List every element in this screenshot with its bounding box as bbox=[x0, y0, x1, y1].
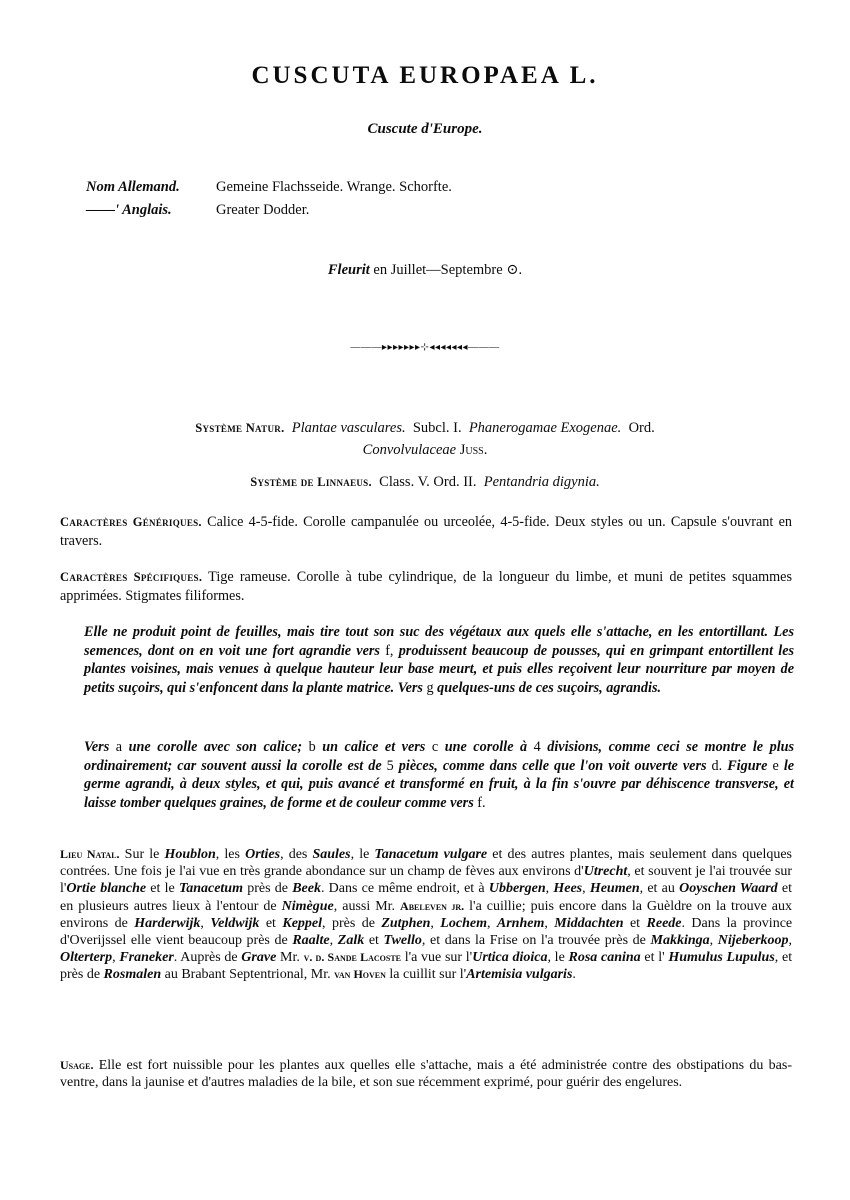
lieu-text: . bbox=[572, 967, 576, 983]
systeme-linnaeus-label: Système de Linnaeus. bbox=[250, 475, 372, 489]
name-german-label: Nom Allemand. bbox=[86, 179, 180, 195]
specifiques-label: Caractères Spécifiques. bbox=[60, 570, 203, 584]
place-nijeberkoop: Nijeberkoop bbox=[717, 933, 789, 949]
lieu-text: , bbox=[545, 881, 550, 897]
place-harderwijk: Harderwijk bbox=[134, 915, 201, 931]
pentandria-digynia: Pentandria digynia. bbox=[483, 474, 600, 490]
usage-text: Elle est fort nuissible pour les plantes aux quelles elle s'attache, mais a été administrée contre des obstipations du bas-ventre, dans la jaunise et d'autres maladies de la bile, et son sue récemment exprimé, pour guérir des engelures. bbox=[60, 1058, 793, 1091]
person-lacoste: v. d. Sande Lacoste bbox=[303, 950, 401, 965]
desc2-t5: pièces, comme dans celle que l'on voit ouverte vers bbox=[398, 757, 707, 774]
place-rosmalen: Rosmalen bbox=[103, 967, 162, 983]
plant-tanacetum-2: Tanacetum bbox=[178, 881, 243, 897]
lieu-text: . Dans la province d'Overijssel elle vient beaucoup près de bbox=[60, 915, 793, 949]
desc2-ref-b: b bbox=[308, 739, 316, 755]
name-german-row bbox=[86, 176, 452, 199]
generiques-text: Calice 4-5-fide. Corolle campanulée ou urceolée, 4-5-fide. Deux styles ou un. Capsule s'ouvrant en travers. bbox=[60, 514, 792, 549]
phanerogamae: Phanerogamae Exogenae. bbox=[468, 420, 622, 436]
place-raalte: Raalte bbox=[292, 933, 330, 949]
flowering-line bbox=[0, 262, 850, 279]
place-utrecht: Utrecht bbox=[583, 864, 628, 880]
desc2-num-5: 5 bbox=[386, 757, 394, 774]
desc1-part-b: produissent beaucoup de pousses, qui en grimpant entortillent les plantes voisines, mais venues à quelque hauteur leur base meurt, et puis elles reçoivent leur nourriture par moyen de petits suçoirs, qui s'enfoncent dans la plante matrice. Vers bbox=[84, 642, 795, 696]
page-title: CUSCUTA EUROPAEA L. bbox=[251, 62, 599, 89]
plant-rosa: Rosa canina bbox=[568, 950, 641, 966]
lieu-text: , et au bbox=[639, 881, 675, 897]
lieu-text: au Brabant Septentrional, Mr. bbox=[164, 967, 331, 983]
place-hees: Hees bbox=[553, 881, 583, 897]
name-english-row bbox=[86, 199, 452, 222]
desc2-t2: un calice et vers bbox=[322, 739, 426, 755]
lieu-text: , les bbox=[215, 847, 240, 862]
usage-label: Usage. bbox=[60, 1058, 94, 1072]
generiques-label: Caractères Génériques. bbox=[60, 515, 202, 529]
person-abeleven: Abeleven jr. bbox=[400, 898, 465, 913]
desc2-num-4: 4 bbox=[533, 739, 541, 755]
lieu-text: , et souvent je l'ai trouvée sur l' bbox=[60, 864, 792, 897]
systeme-natur bbox=[70, 417, 780, 461]
lieu-text: , bbox=[112, 950, 116, 966]
lieu-text: , des bbox=[280, 847, 308, 862]
lieu-text: , aussi Mr. bbox=[333, 898, 396, 914]
desc1-part-a: Elle ne produit point de feuilles, mais tire tout son suc des végétaux aux quels elle s'attache, en les entortillant. Les semences, dont on en voit une fort agrandie vers bbox=[84, 624, 794, 659]
description-seeds bbox=[84, 623, 794, 697]
place-lochem: Lochem bbox=[440, 915, 487, 931]
specifiques-text: Tige rameuse. Corolle à tube cylindrique, de la longueur du limbe, et muni de petites squammes apprimées. Stigmates filiformes. bbox=[60, 569, 793, 604]
plant-ortie-blanche: Ortie blanche bbox=[66, 881, 147, 897]
name-english-value: Greater Dodder. bbox=[216, 202, 310, 218]
desc2-ref-c: c bbox=[431, 739, 439, 755]
place-nimegue: Nimègue bbox=[281, 898, 334, 914]
desc1-part-c: quelques-uns de ces suçoirs, agrandis. bbox=[437, 679, 662, 696]
lieu-text: , près de bbox=[322, 915, 375, 931]
lieu-text: . Dans ce même endroit, et à bbox=[320, 881, 485, 897]
lieu-text: la cuillit sur l' bbox=[389, 967, 467, 983]
desc2-t6: Figure bbox=[727, 757, 768, 774]
desc2-t3: une corolle à bbox=[444, 739, 528, 755]
lieu-text: Mr. bbox=[280, 950, 300, 966]
lieu-text: et le bbox=[150, 881, 175, 897]
name-english-label: ——' Anglais. bbox=[86, 202, 172, 218]
lieu-text: . Auprès de bbox=[173, 950, 238, 966]
lieu-text: Sur le bbox=[124, 847, 160, 862]
place-middachten: Middachten bbox=[554, 915, 624, 931]
lieu-text: , bbox=[544, 915, 548, 931]
lieu-text: et bbox=[368, 933, 379, 949]
desc1-ref-g: g bbox=[426, 679, 434, 696]
place-beek: Beek bbox=[292, 881, 321, 897]
lieu-text: , bbox=[329, 933, 334, 949]
desc2-t1: une corolle avec son calice; bbox=[128, 739, 303, 755]
place-keppel: Keppel bbox=[282, 915, 323, 931]
linnaeus-class: Class. V. Ord. II. bbox=[379, 474, 477, 490]
subclass: Subcl. I. bbox=[412, 420, 462, 436]
plant-orties: Orties bbox=[245, 847, 281, 862]
lieu-text: , bbox=[582, 881, 586, 897]
place-twello: Twello bbox=[383, 933, 422, 949]
convolvulaceae: Convolvulaceae bbox=[362, 442, 457, 458]
plantae-vasculares: Plantae vasculares. bbox=[291, 420, 406, 436]
lieu-text: , et près de bbox=[60, 950, 793, 983]
lieu-text: , bbox=[486, 915, 491, 931]
lieu-text: , le bbox=[547, 950, 565, 966]
place-veldwijk: Veldwijk bbox=[210, 915, 260, 931]
lieu-text: près de bbox=[247, 881, 288, 897]
lieu-text: , bbox=[430, 915, 434, 931]
desc2-vers: Vers bbox=[84, 739, 110, 755]
plant-urtica: Urtica dioica bbox=[472, 950, 548, 966]
lieu-text: et bbox=[265, 915, 276, 931]
place-zutphen: Zutphen bbox=[381, 915, 431, 931]
plant-tanacetum: Tanacetum vulgare bbox=[374, 847, 488, 862]
flowering-label: Fleurit bbox=[327, 262, 370, 278]
place-franeker: Franeker bbox=[119, 950, 174, 966]
desc2-ref-a: a bbox=[115, 739, 123, 755]
place-ubbergen: Ubbergen bbox=[488, 881, 546, 897]
person-van-hoven: van Hoven bbox=[334, 967, 386, 982]
lieu-text: , bbox=[200, 915, 204, 931]
place-makkinga: Makkinga bbox=[650, 933, 710, 949]
plant-houblon: Houblon bbox=[164, 847, 216, 862]
systeme-natur-label: Système Natur. bbox=[195, 421, 285, 435]
caracteres-specifiques bbox=[60, 568, 792, 606]
description-corolla bbox=[84, 738, 794, 812]
lieu-text: l'a cuillie; puis encore dans la Guèldre on la trouve aux environs de bbox=[60, 898, 793, 931]
lieu-text: , bbox=[709, 933, 714, 949]
systeme-linnaeus bbox=[60, 474, 790, 491]
plant-saules: Saules bbox=[312, 847, 351, 862]
desc2-t7: le germe agrandi, à deux styles, et qui, puis avancé et transformé en fruit, à la fin s'ouvre par déhiscence transverse, et laisse tomber quelques graines, de forme et de couleur comme vers bbox=[84, 757, 795, 811]
desc2-ref-f: f. bbox=[477, 794, 486, 811]
flowering-text: en Juillet—Septembre bbox=[373, 262, 503, 278]
lieu-text: et l' bbox=[644, 950, 665, 966]
place-olterterp: Olterterp bbox=[60, 950, 113, 966]
lieu-text: , bbox=[788, 933, 793, 949]
lieu-text: et en plusieurs autres lieux à l'entour de bbox=[60, 881, 792, 914]
lieu-natal bbox=[60, 846, 792, 984]
name-german-value: Gemeine Flachsseide. Wrange. Schorfte. bbox=[216, 179, 452, 195]
place-zalk: Zalk bbox=[337, 933, 365, 949]
lieu-text: et bbox=[629, 915, 641, 931]
annual-symbol: ⊙. bbox=[506, 262, 523, 278]
lieu-label: Lieu Natal. bbox=[60, 847, 120, 861]
page-subtitle: Cuscute d'Europe. bbox=[367, 121, 483, 137]
place-arnhem: Arnhem bbox=[496, 915, 545, 931]
plant-humulus: Humulus Lupulus bbox=[668, 950, 775, 966]
place-grave: Grave bbox=[241, 950, 277, 966]
ornament-divider: ———▸▸▸▸▸▸▸⊹◂◂◂◂◂◂◂——— bbox=[350, 342, 500, 353]
place-heumen: Heumen bbox=[589, 881, 640, 897]
desc2-ref-e: e bbox=[772, 757, 779, 774]
desc2-t4: divisions, comme ceci se montre le plus ordinairement; car souvent aussi la corolle est de bbox=[84, 739, 795, 774]
common-names bbox=[86, 176, 452, 222]
caracteres-generiques bbox=[60, 513, 792, 551]
usage-section bbox=[60, 1057, 792, 1091]
lieu-text: et des autres plantes, mais seulement dans quelques contrées. Une fois je l'ai vue en très grande abondance sur un champ de fèves aux environs d' bbox=[60, 847, 792, 880]
desc2-ref-d: d. bbox=[711, 757, 723, 774]
desc1-ref-f: f, bbox=[385, 642, 394, 659]
plant-artemisia: Artemisia vulgaris bbox=[466, 967, 573, 983]
lieu-text: , et dans la Frise on l'a trouvée près de bbox=[421, 933, 646, 949]
lieu-text: l'a vue sur l' bbox=[404, 950, 473, 966]
ord-label: Ord. bbox=[628, 420, 655, 436]
place-ooyschen-waard: Ooyschen Waard bbox=[679, 881, 778, 897]
juss-abbr: Juss. bbox=[459, 442, 488, 458]
lieu-text: , le bbox=[350, 847, 370, 862]
place-reede: Reede bbox=[646, 915, 682, 931]
